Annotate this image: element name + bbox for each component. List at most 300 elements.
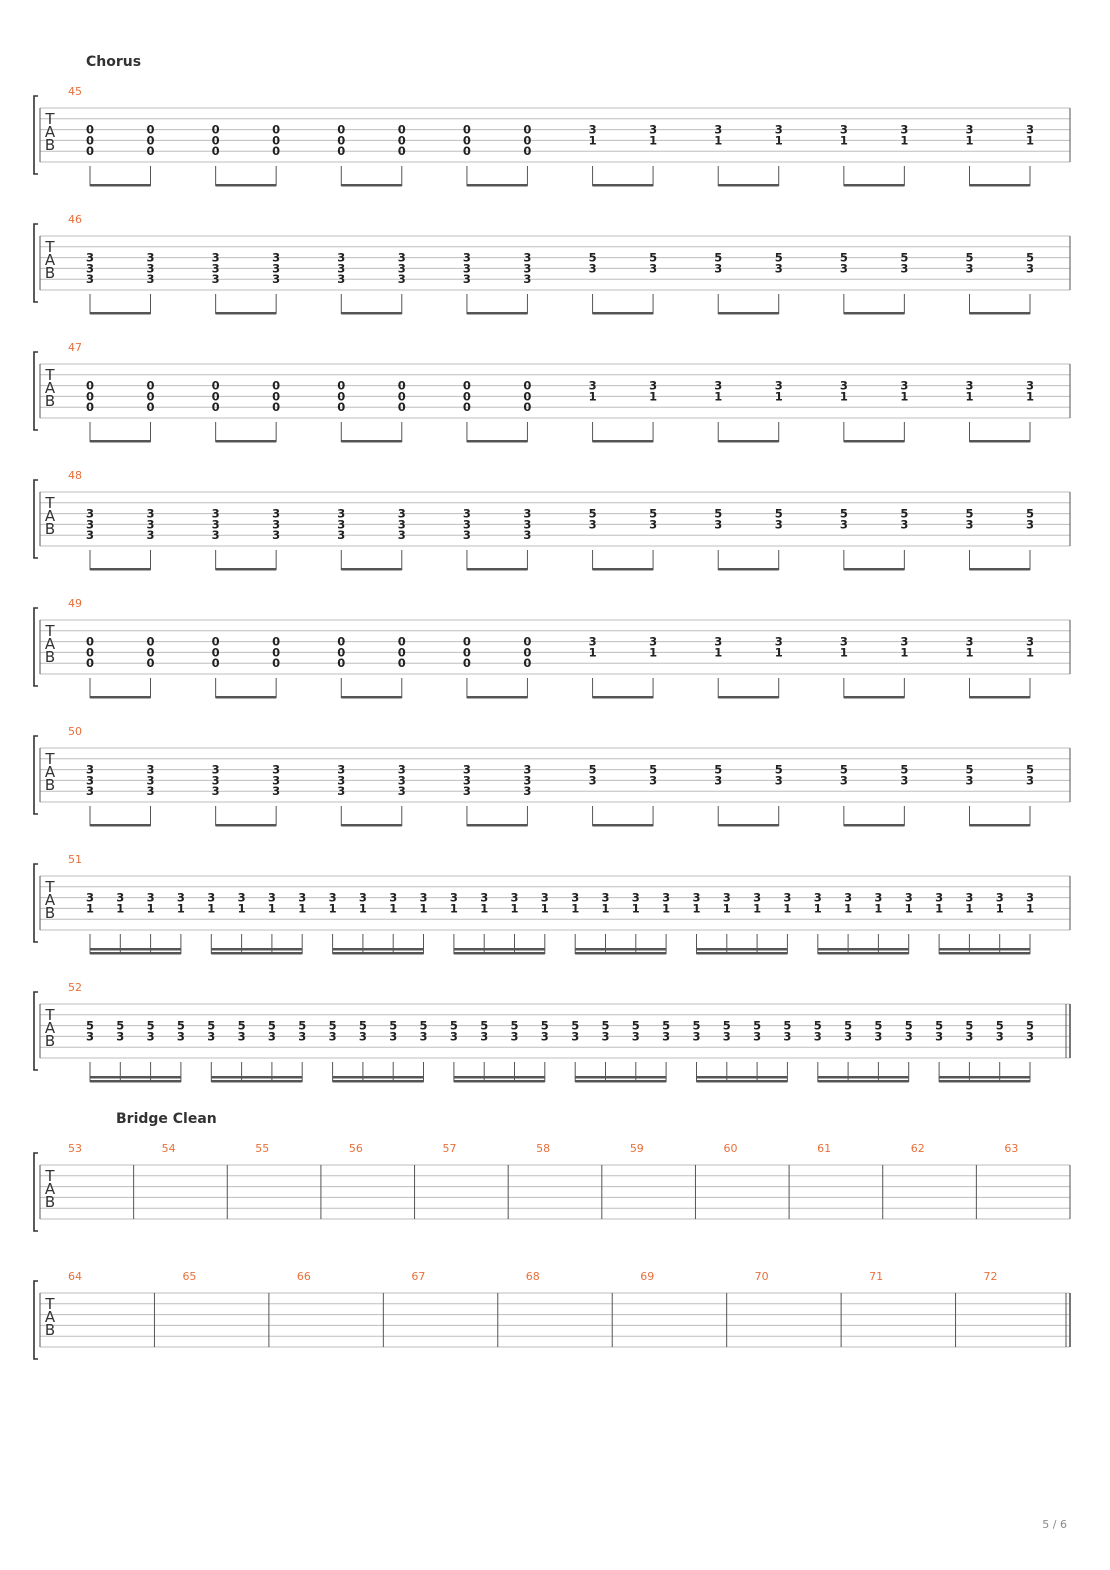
fret-number: 5 xyxy=(753,1018,762,1033)
tab-clef-letter: B xyxy=(44,776,56,794)
fret-number: 3 xyxy=(328,890,337,905)
fret-number: 3 xyxy=(462,517,471,532)
fret-number: 3 xyxy=(146,517,155,532)
measure-number: 65 xyxy=(182,1270,197,1283)
fret-number: 5 xyxy=(176,1018,185,1033)
fret-number: 0 xyxy=(146,133,155,148)
measure-number: 72 xyxy=(983,1270,998,1283)
fret-number: 3 xyxy=(813,1029,822,1044)
system-bracket xyxy=(34,96,38,174)
fret-number: 5 xyxy=(588,762,597,777)
fret-number: 5 xyxy=(774,250,783,265)
beam xyxy=(216,440,277,443)
beam xyxy=(341,312,402,315)
beam-secondary xyxy=(90,1076,181,1079)
fret-number: 0 xyxy=(146,378,155,393)
fret-number: 3 xyxy=(965,378,974,393)
beam-secondary xyxy=(939,1076,1030,1079)
fret-number: 3 xyxy=(337,506,346,521)
fret-number: 1 xyxy=(965,133,974,148)
fret-number: 3 xyxy=(298,1029,307,1044)
tab-clef-letter: B xyxy=(44,1032,56,1050)
fret-number: 5 xyxy=(588,250,597,265)
fret-number: 3 xyxy=(523,784,532,799)
fret-number: 1 xyxy=(844,901,853,916)
fret-number: 3 xyxy=(965,517,974,532)
fret-number: 3 xyxy=(337,272,346,287)
fret-number: 3 xyxy=(692,890,701,905)
fret-number: 1 xyxy=(389,901,398,916)
fret-number: 0 xyxy=(462,133,471,148)
beam xyxy=(818,1080,909,1083)
beam xyxy=(341,568,402,571)
fret-number: 3 xyxy=(397,261,406,276)
fret-number: 3 xyxy=(397,250,406,265)
beam xyxy=(593,440,654,443)
fret-number: 0 xyxy=(462,144,471,159)
fret-number: 1 xyxy=(839,389,848,404)
tab-clef-letter: A xyxy=(44,251,56,269)
fret-number: 1 xyxy=(714,389,723,404)
fret-number: 1 xyxy=(358,901,367,916)
beam xyxy=(467,696,528,699)
section-label-bridge-clean: Bridge Clean xyxy=(116,1111,217,1127)
fret-number: 3 xyxy=(397,272,406,287)
system-bracket xyxy=(34,480,38,558)
fret-number: 3 xyxy=(714,517,723,532)
fret-number: 0 xyxy=(211,400,220,415)
fret-number: 0 xyxy=(397,144,406,159)
beam-secondary xyxy=(697,1076,788,1079)
fret-number: 3 xyxy=(523,762,532,777)
beam-secondary xyxy=(211,948,302,951)
tab-clef-letter: T xyxy=(45,494,55,512)
measure-number: 68 xyxy=(525,1270,540,1283)
fret-number: 0 xyxy=(397,656,406,671)
fret-number: 3 xyxy=(783,890,792,905)
fret-number: 3 xyxy=(462,506,471,521)
system-bracket xyxy=(34,992,38,1070)
fret-number: 3 xyxy=(844,890,853,905)
tab-clef-letter: B xyxy=(44,136,56,154)
beam xyxy=(970,568,1031,571)
fret-number: 3 xyxy=(813,890,822,905)
tab-clef-letter: T xyxy=(45,1167,55,1185)
fret-number: 0 xyxy=(462,122,471,137)
fret-number: 1 xyxy=(449,901,458,916)
tab-clef-letter: A xyxy=(44,1180,56,1198)
fret-number: 0 xyxy=(85,389,95,404)
beam xyxy=(593,568,654,571)
section-label-chorus: Chorus xyxy=(86,54,142,70)
system-bracket xyxy=(34,864,38,942)
fret-number: 3 xyxy=(397,506,406,521)
beam xyxy=(718,440,779,443)
beam xyxy=(90,952,181,955)
fret-number: 0 xyxy=(523,133,532,148)
fret-number: 3 xyxy=(649,517,658,532)
beam xyxy=(90,568,151,571)
fret-number: 0 xyxy=(85,122,95,137)
fret-number: 1 xyxy=(965,389,974,404)
fret-number: 0 xyxy=(272,634,281,649)
fret-number: 0 xyxy=(146,634,155,649)
beam-secondary xyxy=(90,948,181,951)
fret-number: 3 xyxy=(298,890,307,905)
fret-number: 3 xyxy=(462,250,471,265)
fret-number: 0 xyxy=(211,144,220,159)
fret-number: 0 xyxy=(523,656,532,671)
tab-clef-letter: A xyxy=(44,1308,56,1326)
fret-number: 1 xyxy=(237,901,246,916)
fret-number: 0 xyxy=(397,634,406,649)
fret-number: 3 xyxy=(358,890,367,905)
staff-system xyxy=(34,213,1070,315)
fret-number: 3 xyxy=(1025,122,1035,137)
fret-number: 0 xyxy=(523,400,532,415)
tab-clef-letter: A xyxy=(44,1019,56,1037)
fret-number: 3 xyxy=(462,272,471,287)
fret-number: 3 xyxy=(900,261,909,276)
fret-number: 1 xyxy=(207,901,216,916)
fret-number: 3 xyxy=(874,1029,883,1044)
beam xyxy=(454,1080,545,1083)
staff-system xyxy=(34,1142,1070,1231)
fret-number: 3 xyxy=(839,261,848,276)
fret-number: 5 xyxy=(85,1018,95,1033)
fret-number: 5 xyxy=(774,762,783,777)
fret-number: 5 xyxy=(692,1018,701,1033)
fret-number: 3 xyxy=(510,890,519,905)
fret-number: 0 xyxy=(462,400,471,415)
fret-number: 1 xyxy=(783,901,792,916)
fret-number: 3 xyxy=(571,1029,580,1044)
beam xyxy=(970,312,1031,315)
fret-number: 3 xyxy=(462,528,471,543)
fret-number: 0 xyxy=(337,378,346,393)
fret-number: 3 xyxy=(146,890,155,905)
fret-number: 3 xyxy=(1025,1029,1035,1044)
fret-number: 3 xyxy=(540,1029,549,1044)
fret-number: 3 xyxy=(649,634,658,649)
fret-number: 3 xyxy=(207,1029,216,1044)
fret-number: 5 xyxy=(237,1018,246,1033)
fret-number: 5 xyxy=(649,762,658,777)
fret-number: 1 xyxy=(900,389,909,404)
fret-number: 3 xyxy=(85,506,95,521)
beam-secondary xyxy=(939,948,1030,951)
tab-clef-letter: T xyxy=(45,238,55,256)
fret-number: 3 xyxy=(714,773,723,788)
fret-number: 5 xyxy=(1025,506,1035,521)
measure-number: 57 xyxy=(442,1142,457,1155)
fret-number: 1 xyxy=(588,645,597,660)
fret-number: 5 xyxy=(839,762,848,777)
fret-number: 1 xyxy=(540,901,549,916)
beam xyxy=(333,952,424,955)
fret-number: 3 xyxy=(631,1029,640,1044)
fret-number: 1 xyxy=(935,901,944,916)
fret-number: 1 xyxy=(995,901,1004,916)
fret-number: 3 xyxy=(1025,517,1035,532)
fret-number: 0 xyxy=(397,122,406,137)
fret-number: 5 xyxy=(571,1018,580,1033)
fret-number: 0 xyxy=(211,634,220,649)
fret-number: 0 xyxy=(523,144,532,159)
fret-number: 3 xyxy=(85,1029,95,1044)
beam xyxy=(970,696,1031,699)
fret-number: 3 xyxy=(146,506,155,521)
fret-number: 3 xyxy=(714,378,723,393)
fret-number: 3 xyxy=(211,261,220,276)
beam xyxy=(970,184,1031,187)
fret-number: 3 xyxy=(176,1029,185,1044)
staff-system xyxy=(34,981,1070,1083)
fret-number: 1 xyxy=(176,901,185,916)
fret-number: 1 xyxy=(510,901,519,916)
fret-number: 5 xyxy=(449,1018,458,1033)
beam xyxy=(90,440,151,443)
beam xyxy=(90,824,151,827)
fret-number: 3 xyxy=(722,890,731,905)
fret-number: 5 xyxy=(839,250,848,265)
fret-number: 3 xyxy=(714,122,723,137)
fret-number: 0 xyxy=(146,400,155,415)
fret-number: 5 xyxy=(995,1018,1004,1033)
fret-number: 3 xyxy=(267,890,276,905)
beam xyxy=(454,952,545,955)
fret-number: 1 xyxy=(601,901,610,916)
fret-number: 5 xyxy=(844,1018,853,1033)
fret-number: 5 xyxy=(965,1018,974,1033)
fret-number: 3 xyxy=(839,634,848,649)
fret-number: 3 xyxy=(510,1029,519,1044)
beam-secondary xyxy=(454,948,545,951)
fret-number: 3 xyxy=(995,890,1004,905)
tab-clef-letter: A xyxy=(44,891,56,909)
measure-number: 58 xyxy=(536,1142,551,1155)
fret-number: 3 xyxy=(900,122,909,137)
fret-number: 3 xyxy=(1025,890,1035,905)
system-bracket xyxy=(34,224,38,302)
beam xyxy=(467,312,528,315)
fret-number: 0 xyxy=(85,656,95,671)
fret-number: 5 xyxy=(631,1018,640,1033)
fret-number: 3 xyxy=(85,784,95,799)
fret-number: 3 xyxy=(462,261,471,276)
fret-number: 1 xyxy=(965,645,974,660)
tab-clef-letter: A xyxy=(44,123,56,141)
fret-number: 3 xyxy=(146,784,155,799)
measure-number: 47 xyxy=(68,341,82,354)
fret-number: 3 xyxy=(995,1029,1004,1044)
fret-number: 3 xyxy=(397,517,406,532)
beam xyxy=(818,952,909,955)
fret-number: 5 xyxy=(588,506,597,521)
fret-number: 3 xyxy=(116,890,125,905)
system-bracket xyxy=(34,1281,38,1359)
fret-number: 0 xyxy=(337,400,346,415)
fret-number: 3 xyxy=(523,272,532,287)
fret-number: 3 xyxy=(601,1029,610,1044)
fret-number: 5 xyxy=(935,1018,944,1033)
fret-number: 0 xyxy=(462,634,471,649)
fret-number: 1 xyxy=(631,901,640,916)
fret-number: 0 xyxy=(337,144,346,159)
staff-system xyxy=(34,341,1070,443)
fret-number: 3 xyxy=(839,773,848,788)
fret-number: 3 xyxy=(753,890,762,905)
fret-number: 0 xyxy=(462,389,471,404)
fret-number: 3 xyxy=(272,250,281,265)
measure-number: 71 xyxy=(869,1270,884,1283)
fret-number: 3 xyxy=(272,784,281,799)
beam xyxy=(341,440,402,443)
measure-number: 61 xyxy=(817,1142,832,1155)
fret-number: 5 xyxy=(774,506,783,521)
fret-number: 3 xyxy=(935,1029,944,1044)
fret-number: 3 xyxy=(601,890,610,905)
fret-number: 3 xyxy=(85,773,95,788)
staff-system xyxy=(34,469,1070,571)
fret-number: 3 xyxy=(588,634,597,649)
beam-secondary xyxy=(333,1076,424,1079)
fret-number: 0 xyxy=(523,378,532,393)
fret-number: 3 xyxy=(774,773,783,788)
fret-number: 3 xyxy=(337,250,346,265)
fret-number: 5 xyxy=(839,506,848,521)
fret-number: 5 xyxy=(649,506,658,521)
beam xyxy=(341,696,402,699)
fret-number: 5 xyxy=(1025,762,1035,777)
fret-number: 5 xyxy=(116,1018,125,1033)
fret-number: 3 xyxy=(523,261,532,276)
measure-number: 53 xyxy=(68,1142,82,1155)
beam xyxy=(593,312,654,315)
fret-number: 5 xyxy=(1025,250,1035,265)
fret-number: 3 xyxy=(774,634,783,649)
fret-number: 3 xyxy=(116,1029,125,1044)
fret-number: 1 xyxy=(874,901,883,916)
fret-number: 0 xyxy=(523,122,532,137)
beam xyxy=(718,184,779,187)
fret-number: 3 xyxy=(211,528,220,543)
beam xyxy=(216,312,277,315)
fret-number: 3 xyxy=(753,1029,762,1044)
fret-number: 3 xyxy=(900,378,909,393)
fret-number: 0 xyxy=(337,634,346,649)
fret-number: 3 xyxy=(649,773,658,788)
fret-number: 3 xyxy=(397,762,406,777)
fret-number: 3 xyxy=(649,378,658,393)
fret-number: 0 xyxy=(146,656,155,671)
fret-number: 3 xyxy=(337,528,346,543)
beam xyxy=(467,440,528,443)
fret-number: 0 xyxy=(211,389,220,404)
fret-number: 1 xyxy=(85,901,95,916)
fret-number: 0 xyxy=(272,122,281,137)
fret-number: 3 xyxy=(419,890,428,905)
fret-number: 5 xyxy=(900,250,909,265)
fret-number: 1 xyxy=(662,901,671,916)
tab-clef-letter: T xyxy=(45,1006,55,1024)
fret-number: 1 xyxy=(1025,133,1035,148)
beam xyxy=(90,1080,181,1083)
fret-number: 3 xyxy=(649,122,658,137)
fret-number: 3 xyxy=(397,773,406,788)
fret-number: 1 xyxy=(774,389,783,404)
fret-number: 3 xyxy=(965,773,974,788)
measure-number: 69 xyxy=(640,1270,655,1283)
fret-number: 3 xyxy=(649,261,658,276)
staff-system xyxy=(34,725,1070,827)
fret-number: 0 xyxy=(462,645,471,660)
fret-number: 1 xyxy=(839,133,848,148)
system-bracket xyxy=(34,1153,38,1231)
fret-number: 5 xyxy=(722,1018,731,1033)
fret-number: 3 xyxy=(211,250,220,265)
tab-clef-letter: T xyxy=(45,110,55,128)
fret-number: 5 xyxy=(900,506,909,521)
fret-number: 1 xyxy=(1025,389,1035,404)
beam xyxy=(718,568,779,571)
fret-number: 0 xyxy=(272,656,281,671)
fret-number: 3 xyxy=(237,890,246,905)
fret-number: 3 xyxy=(211,506,220,521)
fret-number: 3 xyxy=(462,784,471,799)
fret-number: 0 xyxy=(211,378,220,393)
beam xyxy=(718,824,779,827)
fret-number: 3 xyxy=(900,517,909,532)
fret-number: 3 xyxy=(419,1029,428,1044)
fret-number: 0 xyxy=(397,133,406,148)
measure-number: 45 xyxy=(68,85,82,98)
tab-clef-letter: B xyxy=(44,904,56,922)
measure-number: 52 xyxy=(68,981,82,994)
fret-number: 5 xyxy=(389,1018,398,1033)
beam xyxy=(593,184,654,187)
fret-number: 5 xyxy=(965,762,974,777)
fret-number: 0 xyxy=(397,378,406,393)
fret-number: 5 xyxy=(480,1018,489,1033)
fret-number: 5 xyxy=(813,1018,822,1033)
fret-number: 1 xyxy=(1025,645,1035,660)
beam xyxy=(341,184,402,187)
fret-number: 3 xyxy=(571,890,580,905)
beam xyxy=(844,824,905,827)
fret-number: 3 xyxy=(146,762,155,777)
fret-number: 3 xyxy=(211,517,220,532)
fret-number: 1 xyxy=(267,901,276,916)
beam xyxy=(216,696,277,699)
fret-number: 0 xyxy=(397,389,406,404)
measure-number: 67 xyxy=(411,1270,426,1283)
fret-number: 3 xyxy=(85,762,95,777)
fret-number: 0 xyxy=(85,634,95,649)
fret-number: 3 xyxy=(389,1029,398,1044)
fret-number: 5 xyxy=(298,1018,307,1033)
fret-number: 0 xyxy=(85,400,95,415)
fret-number: 3 xyxy=(358,1029,367,1044)
fret-number: 3 xyxy=(1025,261,1035,276)
fret-number: 3 xyxy=(540,890,549,905)
fret-number: 3 xyxy=(900,634,909,649)
fret-number: 3 xyxy=(844,1029,853,1044)
fret-number: 3 xyxy=(904,890,913,905)
fret-number: 1 xyxy=(146,901,155,916)
fret-number: 5 xyxy=(601,1018,610,1033)
measure-number: 48 xyxy=(68,469,82,482)
